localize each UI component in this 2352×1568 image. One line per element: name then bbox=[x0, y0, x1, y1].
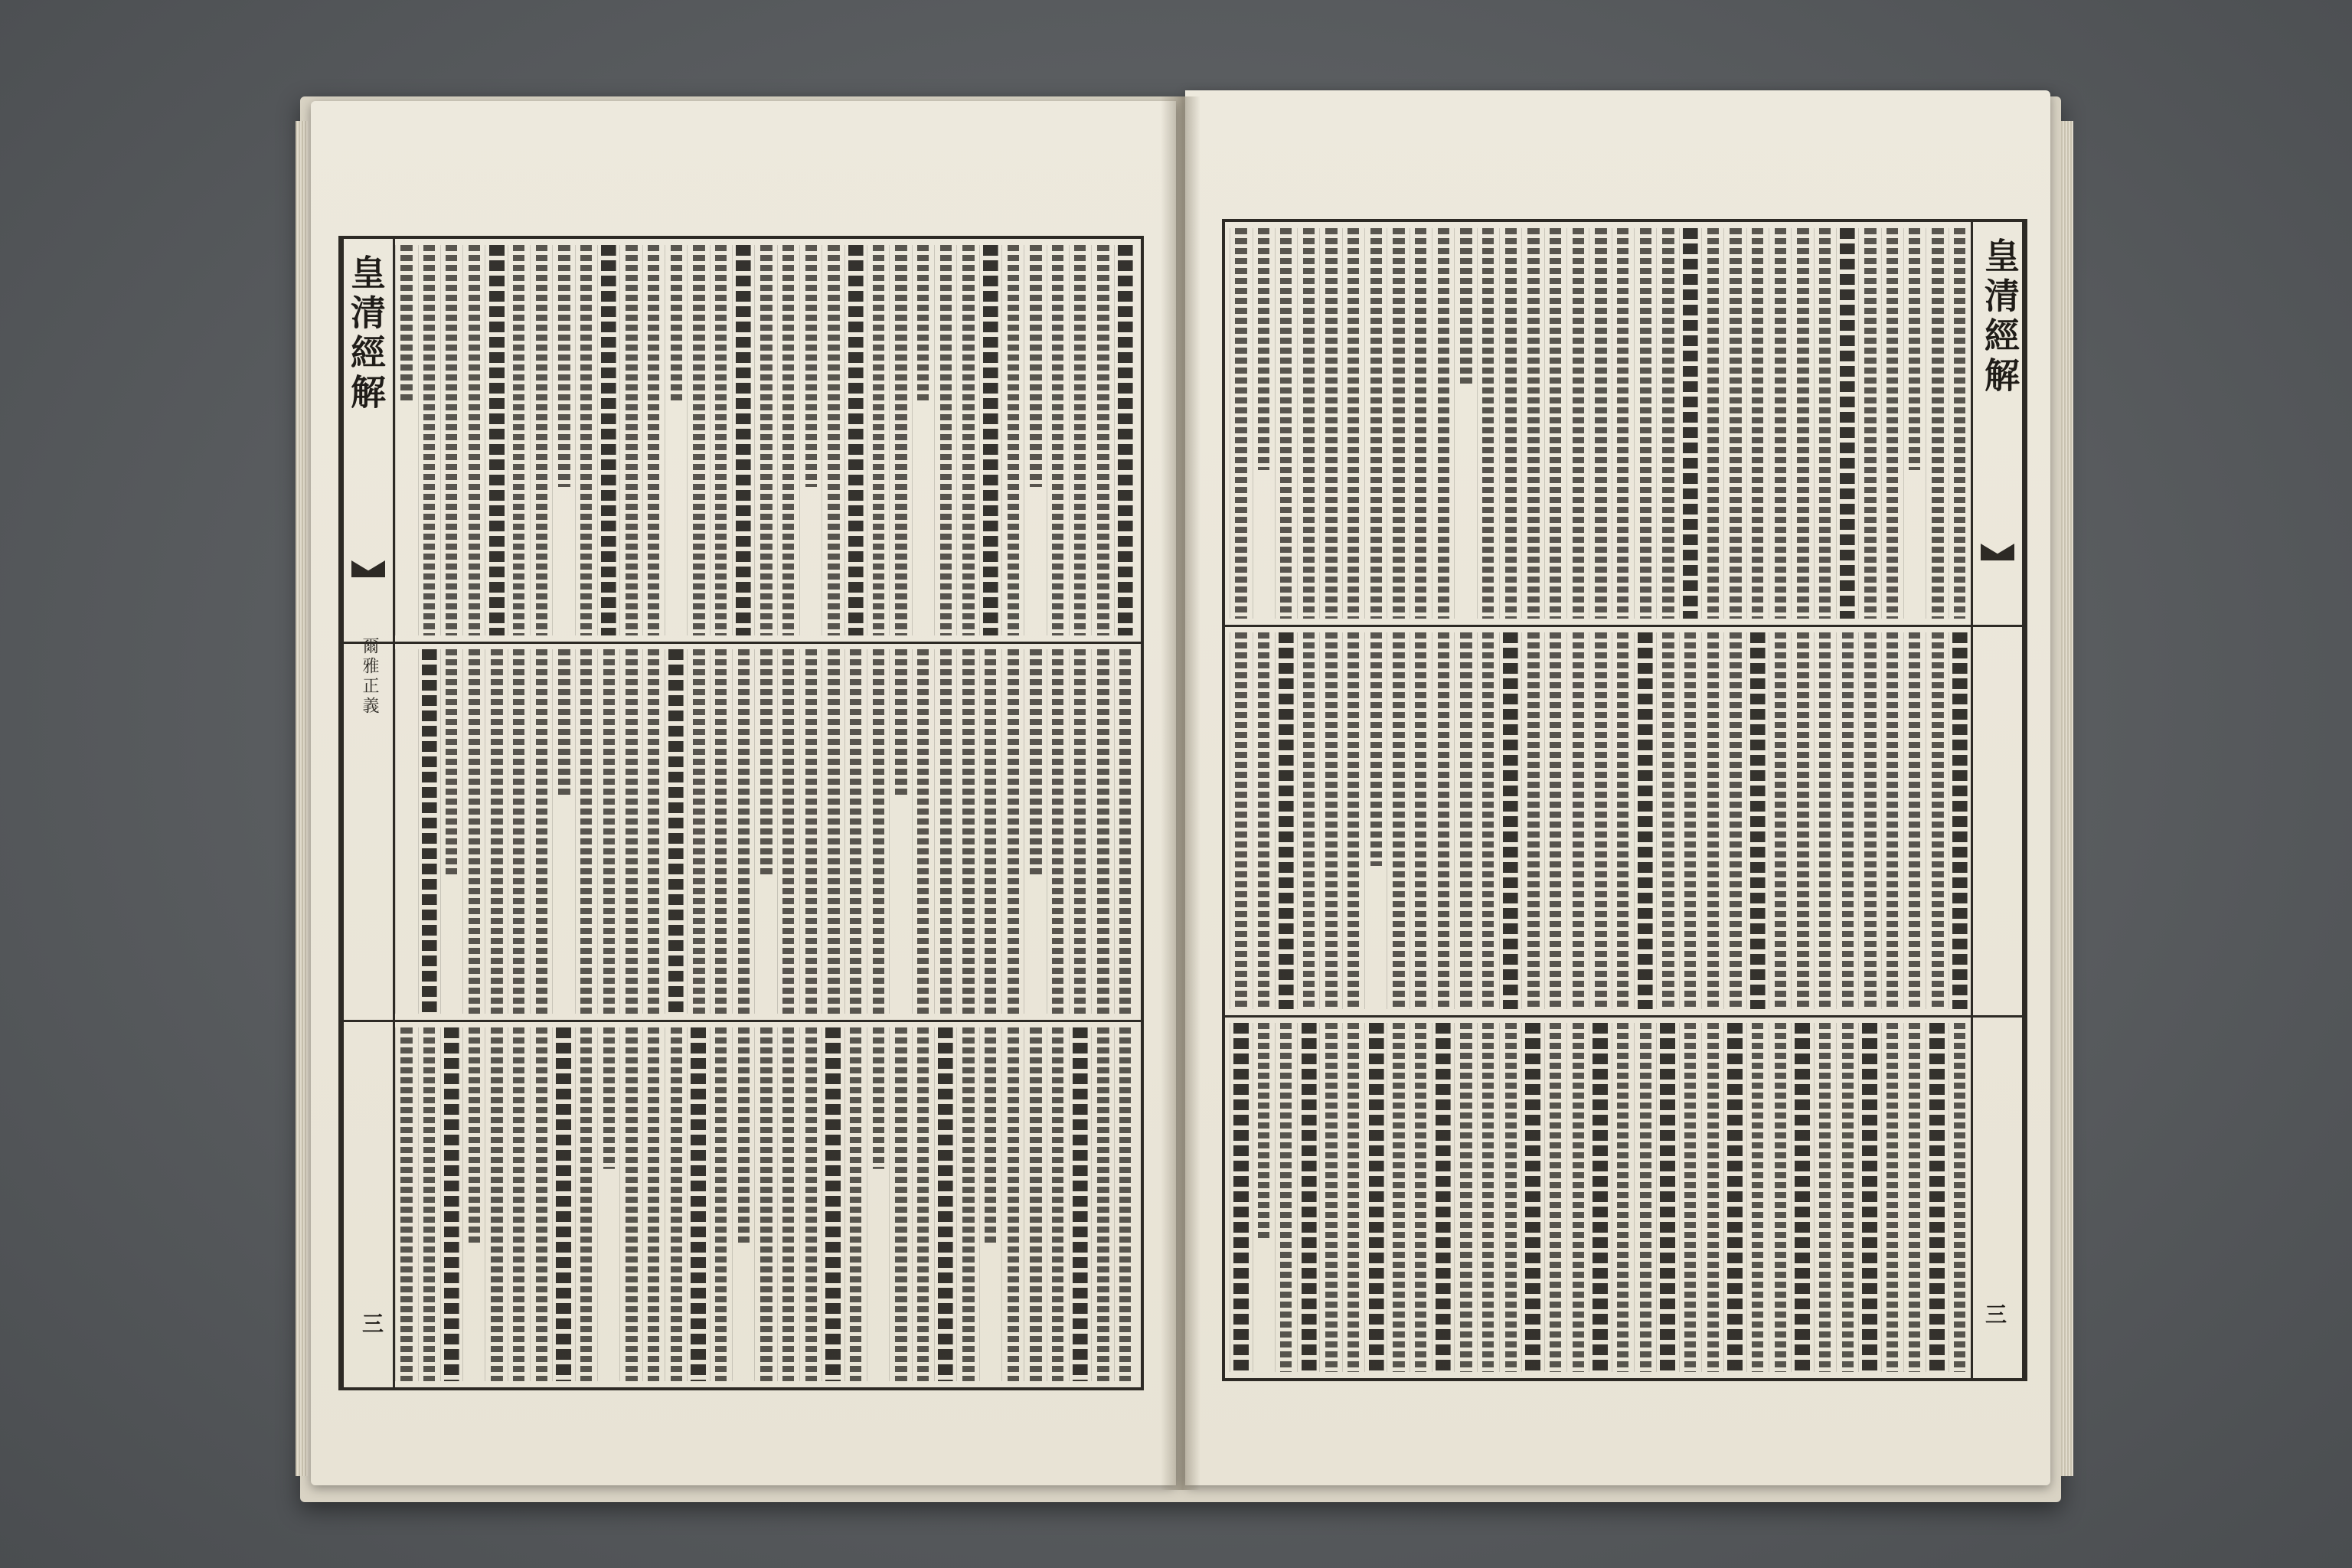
right-tier-2-text bbox=[1230, 632, 1971, 1009]
text-column bbox=[1589, 632, 1611, 1009]
text-column bbox=[642, 649, 665, 1014]
text-column bbox=[1091, 649, 1113, 1014]
text-column bbox=[1679, 1023, 1701, 1372]
text-column bbox=[1881, 1023, 1903, 1372]
text-column bbox=[1769, 632, 1791, 1009]
left-page-margin-strip bbox=[341, 239, 395, 1387]
text-column bbox=[1069, 245, 1091, 635]
text-column bbox=[665, 649, 687, 1014]
text-column bbox=[1319, 1023, 1341, 1372]
left-tier-3-text bbox=[395, 1027, 1136, 1381]
text-column bbox=[777, 1027, 799, 1381]
text-column bbox=[732, 649, 754, 1014]
text-column bbox=[1230, 1023, 1252, 1372]
left-page-frame bbox=[338, 236, 1144, 1390]
text-column bbox=[1069, 1027, 1091, 1381]
text-column bbox=[1723, 1023, 1746, 1372]
text-column bbox=[934, 245, 956, 635]
text-column bbox=[462, 649, 485, 1014]
text-column bbox=[1454, 1023, 1476, 1372]
book-gutter bbox=[1161, 96, 1200, 1490]
text-column bbox=[1566, 632, 1589, 1009]
text-column bbox=[687, 649, 709, 1014]
text-column bbox=[1701, 228, 1723, 619]
text-column bbox=[1589, 228, 1611, 619]
text-column bbox=[1477, 632, 1499, 1009]
right-tier-divider-1 bbox=[1225, 625, 2024, 627]
text-column bbox=[1881, 228, 1903, 619]
text-column bbox=[822, 1027, 844, 1381]
text-column bbox=[1836, 1023, 1858, 1372]
text-column bbox=[1612, 1023, 1634, 1372]
text-column bbox=[687, 1027, 709, 1381]
text-column bbox=[1253, 1023, 1275, 1372]
text-column bbox=[665, 1027, 687, 1381]
text-column bbox=[956, 649, 978, 1014]
left-page-folio: 三 bbox=[359, 1312, 384, 1334]
text-column bbox=[889, 245, 911, 635]
left-page bbox=[311, 101, 1176, 1485]
text-column bbox=[1047, 245, 1069, 635]
text-column bbox=[1656, 228, 1678, 619]
text-column bbox=[1387, 632, 1409, 1009]
text-column bbox=[597, 1027, 619, 1381]
text-column bbox=[1612, 228, 1634, 619]
right-tier-1-text bbox=[1230, 228, 1971, 619]
text-column bbox=[1275, 228, 1297, 619]
fish-tail-mark bbox=[351, 560, 385, 577]
page-edges-left bbox=[296, 121, 308, 1476]
fish-tail-mark bbox=[1981, 544, 2014, 560]
text-column bbox=[1926, 1023, 1948, 1372]
text-column bbox=[1814, 632, 1836, 1009]
text-column bbox=[1387, 228, 1409, 619]
text-column bbox=[1319, 632, 1341, 1009]
text-column bbox=[1679, 228, 1701, 619]
right-tier-3-text bbox=[1230, 1023, 1971, 1372]
text-column bbox=[1499, 228, 1521, 619]
text-column bbox=[619, 649, 642, 1014]
text-column bbox=[552, 1027, 574, 1381]
text-column bbox=[552, 245, 574, 635]
text-column bbox=[485, 649, 507, 1014]
text-column bbox=[395, 649, 417, 1014]
text-column bbox=[912, 1027, 934, 1381]
text-column bbox=[575, 245, 597, 635]
text-column bbox=[1881, 632, 1903, 1009]
text-column bbox=[1746, 1023, 1769, 1372]
right-page-title: 皇清經解 bbox=[1979, 237, 2020, 397]
text-column bbox=[1114, 1027, 1136, 1381]
text-column bbox=[508, 245, 530, 635]
left-tier-1-text bbox=[395, 245, 1136, 635]
page-edges-right bbox=[2061, 121, 2073, 1476]
text-column bbox=[1387, 1023, 1409, 1372]
text-column bbox=[1001, 245, 1024, 635]
text-column bbox=[799, 1027, 822, 1381]
text-column bbox=[508, 649, 530, 1014]
left-tier-2-text bbox=[395, 649, 1136, 1014]
text-column bbox=[1701, 1023, 1723, 1372]
text-column bbox=[1679, 632, 1701, 1009]
text-column bbox=[1791, 1023, 1813, 1372]
text-column bbox=[934, 649, 956, 1014]
text-column bbox=[1454, 228, 1476, 619]
text-column bbox=[440, 245, 462, 635]
text-column bbox=[1791, 228, 1813, 619]
text-column bbox=[867, 1027, 889, 1381]
text-column bbox=[1949, 1023, 1971, 1372]
left-tier-divider-1 bbox=[341, 642, 1141, 644]
text-column bbox=[777, 245, 799, 635]
text-column bbox=[1275, 632, 1297, 1009]
text-column bbox=[1410, 632, 1432, 1009]
text-column bbox=[1769, 1023, 1791, 1372]
text-column bbox=[530, 1027, 552, 1381]
text-column bbox=[1230, 632, 1252, 1009]
text-column bbox=[619, 1027, 642, 1381]
text-column bbox=[1566, 228, 1589, 619]
text-column bbox=[1746, 228, 1769, 619]
text-column bbox=[844, 649, 867, 1014]
text-column bbox=[1047, 1027, 1069, 1381]
text-column bbox=[979, 649, 1001, 1014]
text-column bbox=[440, 649, 462, 1014]
text-column bbox=[799, 245, 822, 635]
text-column bbox=[1024, 1027, 1046, 1381]
text-column bbox=[867, 245, 889, 635]
text-column bbox=[979, 1027, 1001, 1381]
text-column bbox=[867, 649, 889, 1014]
text-column bbox=[1544, 1023, 1566, 1372]
text-column bbox=[1024, 245, 1046, 635]
text-column bbox=[1047, 649, 1069, 1014]
text-column bbox=[956, 1027, 978, 1381]
text-column bbox=[1364, 1023, 1387, 1372]
text-column bbox=[395, 1027, 417, 1381]
text-column bbox=[934, 1027, 956, 1381]
text-column bbox=[822, 245, 844, 635]
text-column bbox=[1656, 632, 1678, 1009]
text-column bbox=[1342, 632, 1364, 1009]
text-column bbox=[485, 245, 507, 635]
text-column bbox=[1836, 228, 1858, 619]
text-column bbox=[1499, 632, 1521, 1009]
text-column bbox=[1858, 632, 1880, 1009]
text-column bbox=[1544, 632, 1566, 1009]
text-column bbox=[530, 649, 552, 1014]
text-column bbox=[462, 245, 485, 635]
text-column bbox=[1701, 632, 1723, 1009]
text-column bbox=[642, 245, 665, 635]
text-column bbox=[1410, 1023, 1432, 1372]
text-column bbox=[1521, 632, 1544, 1009]
text-column bbox=[710, 245, 732, 635]
text-column bbox=[642, 1027, 665, 1381]
text-column bbox=[1275, 1023, 1297, 1372]
text-column bbox=[732, 245, 754, 635]
text-column bbox=[418, 1027, 440, 1381]
text-column bbox=[799, 649, 822, 1014]
text-column bbox=[1589, 1023, 1611, 1372]
right-tier-divider-2 bbox=[1225, 1015, 2024, 1018]
text-column bbox=[395, 245, 417, 635]
text-column bbox=[1926, 632, 1948, 1009]
right-page-margin-strip bbox=[1971, 222, 2024, 1378]
text-column bbox=[1364, 228, 1387, 619]
text-column bbox=[1024, 649, 1046, 1014]
text-column bbox=[1791, 632, 1813, 1009]
text-column bbox=[597, 245, 619, 635]
text-column bbox=[462, 1027, 485, 1381]
text-column bbox=[530, 245, 552, 635]
text-column bbox=[1001, 649, 1024, 1014]
text-column bbox=[754, 649, 776, 1014]
right-page-folio: 三 bbox=[1982, 1303, 2007, 1325]
text-column bbox=[1364, 632, 1387, 1009]
text-column bbox=[1499, 1023, 1521, 1372]
text-column bbox=[1297, 228, 1319, 619]
text-column bbox=[710, 1027, 732, 1381]
text-column bbox=[754, 245, 776, 635]
text-column bbox=[687, 245, 709, 635]
text-column bbox=[1634, 228, 1656, 619]
text-column bbox=[665, 245, 687, 635]
text-column bbox=[956, 245, 978, 635]
text-column bbox=[1253, 228, 1275, 619]
text-column bbox=[1342, 1023, 1364, 1372]
text-column bbox=[1544, 228, 1566, 619]
text-column bbox=[508, 1027, 530, 1381]
text-column bbox=[1814, 228, 1836, 619]
text-column bbox=[912, 649, 934, 1014]
text-column bbox=[1432, 1023, 1454, 1372]
text-column bbox=[1903, 228, 1926, 619]
text-column bbox=[1253, 632, 1275, 1009]
text-column bbox=[440, 1027, 462, 1381]
text-column bbox=[710, 649, 732, 1014]
text-column bbox=[1410, 228, 1432, 619]
text-column bbox=[1566, 1023, 1589, 1372]
text-column bbox=[1432, 632, 1454, 1009]
text-column bbox=[1297, 1023, 1319, 1372]
text-column bbox=[575, 649, 597, 1014]
text-column bbox=[777, 649, 799, 1014]
text-column bbox=[889, 1027, 911, 1381]
text-column bbox=[1069, 649, 1091, 1014]
text-column bbox=[1903, 632, 1926, 1009]
text-column bbox=[1001, 1027, 1024, 1381]
text-column bbox=[552, 649, 574, 1014]
text-column bbox=[1903, 1023, 1926, 1372]
text-column bbox=[844, 1027, 867, 1381]
text-column bbox=[1723, 632, 1746, 1009]
text-column bbox=[619, 245, 642, 635]
text-column bbox=[1230, 228, 1252, 619]
text-column bbox=[1634, 632, 1656, 1009]
text-column bbox=[418, 649, 440, 1014]
text-column bbox=[1723, 228, 1746, 619]
text-column bbox=[597, 649, 619, 1014]
text-column bbox=[1342, 228, 1364, 619]
left-page-title: 皇清經解 bbox=[345, 254, 387, 413]
text-column bbox=[1319, 228, 1341, 619]
text-column bbox=[1432, 228, 1454, 619]
left-page-subtitle: 爾雅正義 bbox=[360, 637, 379, 717]
text-column bbox=[1769, 228, 1791, 619]
text-column bbox=[1091, 1027, 1113, 1381]
text-column bbox=[1858, 228, 1880, 619]
text-column bbox=[979, 245, 1001, 635]
text-column bbox=[822, 649, 844, 1014]
text-column bbox=[1949, 228, 1971, 619]
text-column bbox=[1949, 632, 1971, 1009]
text-column bbox=[485, 1027, 507, 1381]
text-column bbox=[732, 1027, 754, 1381]
text-column bbox=[889, 649, 911, 1014]
text-column bbox=[1836, 632, 1858, 1009]
text-column bbox=[1477, 1023, 1499, 1372]
text-column bbox=[1454, 632, 1476, 1009]
text-column bbox=[1114, 649, 1136, 1014]
text-column bbox=[1656, 1023, 1678, 1372]
right-page bbox=[1185, 90, 2050, 1485]
text-column bbox=[912, 245, 934, 635]
left-tier-divider-2 bbox=[341, 1020, 1141, 1022]
text-column bbox=[754, 1027, 776, 1381]
right-page-frame bbox=[1222, 219, 2027, 1381]
text-column bbox=[1091, 245, 1113, 635]
text-column bbox=[1297, 632, 1319, 1009]
text-column bbox=[1634, 1023, 1656, 1372]
text-column bbox=[1814, 1023, 1836, 1372]
text-column bbox=[1746, 632, 1769, 1009]
text-column bbox=[1858, 1023, 1880, 1372]
text-column bbox=[844, 245, 867, 635]
text-column bbox=[575, 1027, 597, 1381]
text-column bbox=[1926, 228, 1948, 619]
text-column bbox=[418, 245, 440, 635]
text-column bbox=[1521, 228, 1544, 619]
text-column bbox=[1114, 245, 1136, 635]
text-column bbox=[1521, 1023, 1544, 1372]
open-book bbox=[305, 90, 2063, 1507]
text-column bbox=[1477, 228, 1499, 619]
text-column bbox=[1612, 632, 1634, 1009]
